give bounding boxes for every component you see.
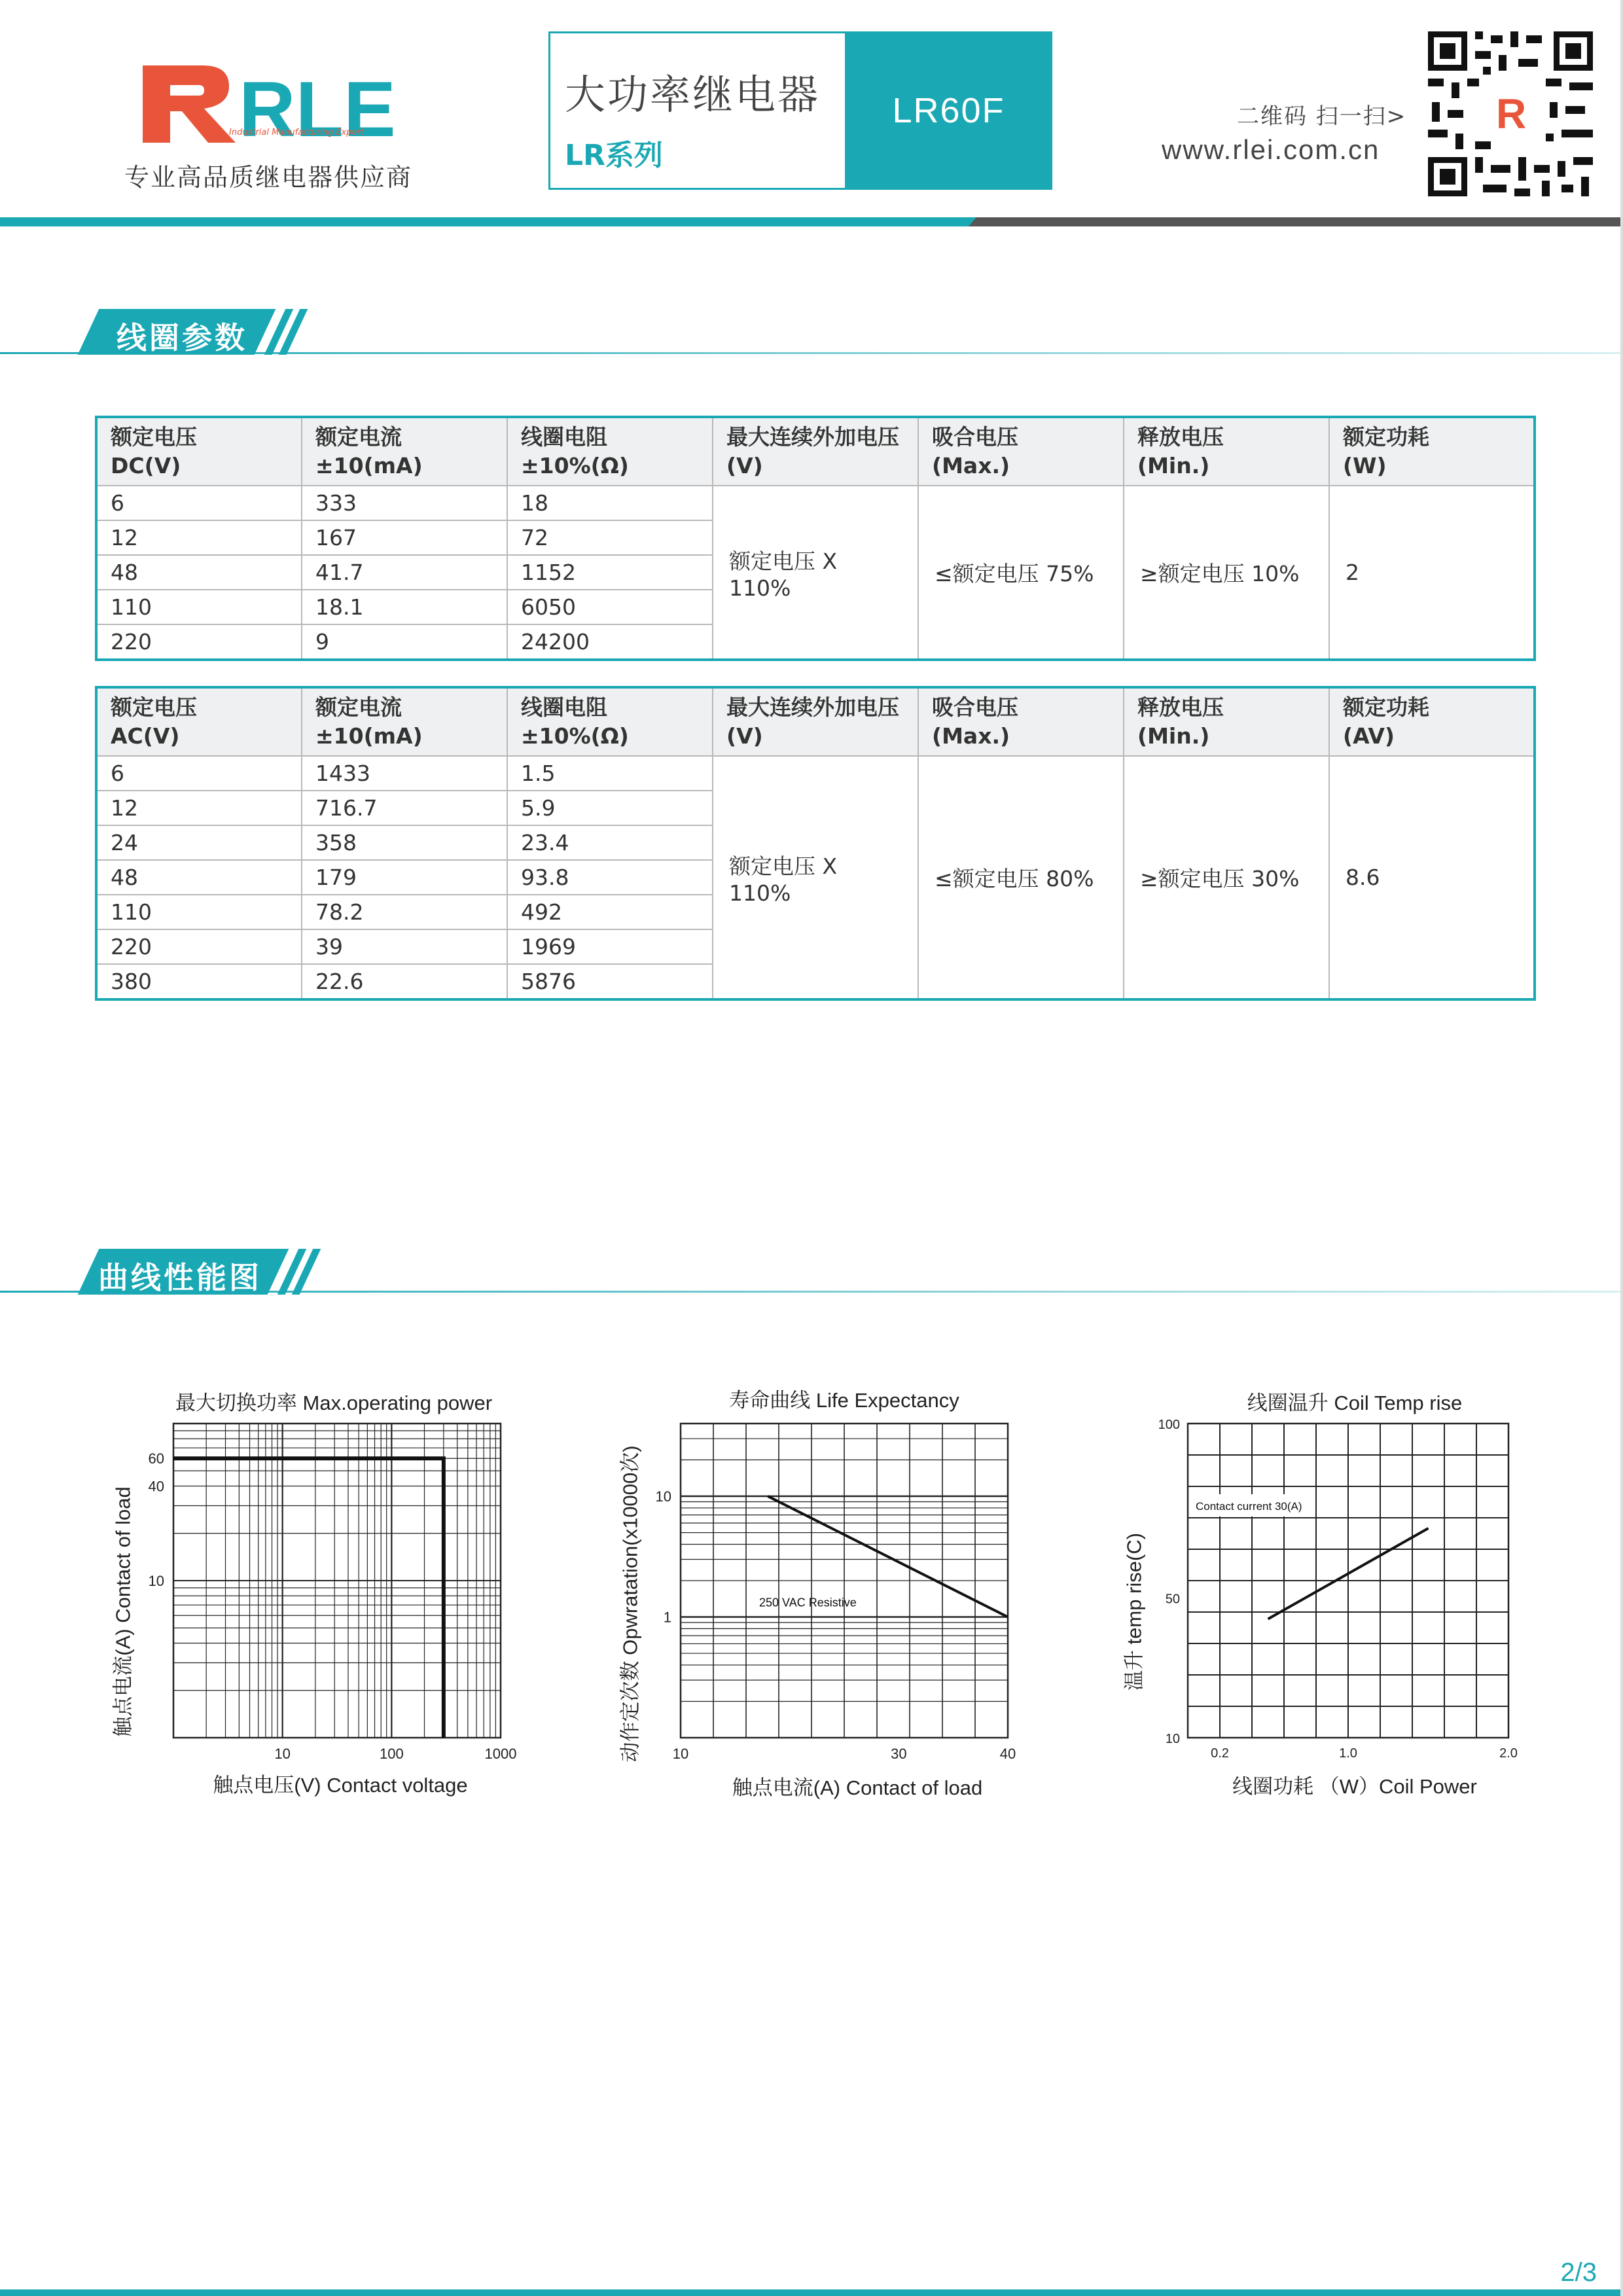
chart-title: 最大切换功率 Max.operating power	[175, 1391, 493, 1414]
footer-bar	[0, 2289, 1623, 2296]
section-title-curves: 曲线性能图	[98, 1260, 262, 1295]
cell-voltage: 380	[96, 964, 302, 999]
header-divider	[0, 217, 982, 226]
product-title-box	[548, 31, 1052, 190]
cell-current: 9	[302, 624, 507, 660]
col-header: 释放电压 (Min.)	[1124, 687, 1329, 756]
x-axis-title: 线圈功耗 （W）Coil Power	[1232, 1775, 1477, 1798]
annotation-label: Contact current 30(A)	[1196, 1500, 1302, 1513]
max-power-chart	[111, 1414, 517, 1780]
cell-current: 167	[302, 520, 507, 555]
qr-code[interactable]	[1428, 31, 1593, 196]
svg-text:R: R	[1496, 90, 1527, 137]
cell-max-voltage: 额定电压 X 110%	[713, 486, 918, 660]
cell-current: 179	[302, 860, 507, 895]
tagline: 专业高品质继电器供应商	[124, 163, 412, 192]
table-header-row	[96, 417, 1535, 486]
cell-current: 716.7	[302, 791, 507, 825]
x-tick-label: 10	[274, 1746, 291, 1762]
cell-current: 358	[302, 825, 507, 860]
life-expectancy-chart	[654, 1414, 1034, 1780]
y-tick-label: 40	[148, 1478, 164, 1495]
y-axis-title: 动作定次数 Opwratation(x10000次)	[618, 1445, 642, 1763]
cell-resistance: 5876	[507, 964, 713, 999]
coil-temp-chart	[1152, 1414, 1531, 1780]
table-header-row	[96, 687, 1535, 756]
section-title-coil: 线圈参数	[116, 320, 247, 355]
cell-resistance: 1152	[507, 555, 713, 590]
logo-subtext: Industrial Manufacturing Expert	[229, 128, 364, 137]
header-divider-dark	[969, 217, 1623, 226]
cell-voltage: 110	[96, 895, 302, 929]
ac-coil-table	[95, 686, 1536, 1001]
cell-current: 78.2	[302, 895, 507, 929]
product-series: LR系列	[565, 139, 663, 172]
x-tick-label: 1000	[484, 1746, 517, 1762]
cell-current: 41.7	[302, 555, 507, 590]
col-header: 释放电压 (Min.)	[1124, 417, 1329, 486]
cell-voltage: 12	[96, 791, 302, 825]
product-model: LR60F	[845, 33, 1052, 188]
x-tick-label: 2.0	[1499, 1746, 1518, 1761]
cell-voltage: 6	[96, 756, 302, 791]
cell-resistance: 23.4	[507, 825, 713, 860]
x-tick-label: 10	[672, 1746, 689, 1762]
logo-text: RLE	[239, 65, 393, 151]
x-axis-title: 触点电压(V) Contact voltage	[213, 1774, 468, 1797]
chart-title: 寿命曲线 Life Expectancy	[729, 1389, 959, 1412]
y-tick-label: 1	[663, 1609, 671, 1626]
cell-resistance: 6050	[507, 590, 713, 624]
cell-current: 22.6	[302, 964, 507, 999]
x-tick-label: 40	[999, 1746, 1016, 1762]
product-category: 大功率继电器	[565, 71, 821, 118]
series-line	[173, 1458, 444, 1738]
col-header: 最大连续外加电压 (V)	[713, 417, 918, 486]
cell-resistance: 492	[507, 895, 713, 929]
y-tick-label: 10	[148, 1573, 164, 1589]
cell-power: 2	[1329, 486, 1535, 660]
cell-current: 18.1	[302, 590, 507, 624]
cell-pickup-voltage: ≤额定电压 80%	[918, 756, 1124, 999]
y-tick-label: 50	[1165, 1592, 1180, 1607]
annotation-label: 250 VAC Resistive	[759, 1596, 857, 1609]
chart-title: 线圈温升 Coil Temp rise	[1247, 1391, 1463, 1414]
cell-voltage: 6	[96, 486, 302, 520]
y-axis-title: 触点电流(A) Contact of load	[111, 1486, 135, 1737]
y-tick-label: 10	[1165, 1732, 1180, 1746]
col-header: 线圈电阻 ±10%(Ω)	[507, 687, 713, 756]
cell-resistance: 1969	[507, 929, 713, 964]
cell-resistance: 18	[507, 486, 713, 520]
cell-max-voltage: 额定电压 X 110%	[713, 756, 918, 999]
col-header: 额定功耗 (W)	[1329, 417, 1535, 486]
cell-resistance: 93.8	[507, 860, 713, 895]
cell-current: 39	[302, 929, 507, 964]
col-header: 吸合电压 (Max.)	[918, 687, 1124, 756]
y-tick-label: 60	[148, 1450, 164, 1467]
table-row	[96, 756, 1535, 791]
col-header: 额定电流 ±10(mA)	[302, 417, 507, 486]
cell-voltage: 110	[96, 590, 302, 624]
dc-coil-table	[95, 416, 1536, 661]
cell-voltage: 48	[96, 860, 302, 895]
cell-resistance: 24200	[507, 624, 713, 660]
cell-resistance: 1.5	[507, 756, 713, 791]
x-tick-label: 1.0	[1339, 1746, 1357, 1761]
x-tick-label: 100	[379, 1746, 404, 1762]
cell-current: 333	[302, 486, 507, 520]
cell-voltage: 220	[96, 624, 302, 660]
cell-voltage: 24	[96, 825, 302, 860]
cell-voltage: 220	[96, 929, 302, 964]
col-header: 额定电压 AC(V)	[96, 687, 302, 756]
cell-current: 1433	[302, 756, 507, 791]
website-link[interactable]: www.rlei.com.cn	[1162, 134, 1380, 165]
cell-resistance: 5.9	[507, 791, 713, 825]
y-tick-label: 10	[655, 1488, 671, 1505]
cell-voltage: 12	[96, 520, 302, 555]
col-header: 吸合电压 (Max.)	[918, 417, 1124, 486]
qr-scan-text: 二维码 扫一扫>	[1237, 103, 1407, 130]
x-tick-label: 30	[891, 1746, 907, 1762]
col-header: 最大连续外加电压 (V)	[713, 687, 918, 756]
col-header: 额定电流 ±10(mA)	[302, 687, 507, 756]
cell-voltage: 48	[96, 555, 302, 590]
table-row	[96, 486, 1535, 520]
col-header: 线圈电阻 ±10%(Ω)	[507, 417, 713, 486]
col-header: 额定电压 DC(V)	[96, 417, 302, 486]
x-tick-label: 0.2	[1211, 1746, 1229, 1761]
cell-release-voltage: ≥额定电压 30%	[1124, 756, 1329, 999]
cell-power: 8.6	[1329, 756, 1535, 999]
page-edge	[1620, 0, 1623, 2296]
x-axis-title: 触点电流(A) Contact of load	[732, 1776, 983, 1799]
col-header: 额定功耗 (AV)	[1329, 687, 1535, 756]
cell-pickup-voltage: ≤额定电压 75%	[918, 486, 1124, 660]
cell-resistance: 72	[507, 520, 713, 555]
cell-release-voltage: ≥额定电压 10%	[1124, 486, 1329, 660]
y-tick-label: 100	[1158, 1418, 1180, 1432]
y-axis-title: 温升 temp rise(C)	[1122, 1532, 1146, 1691]
page-number: 2/3	[1560, 2258, 1597, 2287]
